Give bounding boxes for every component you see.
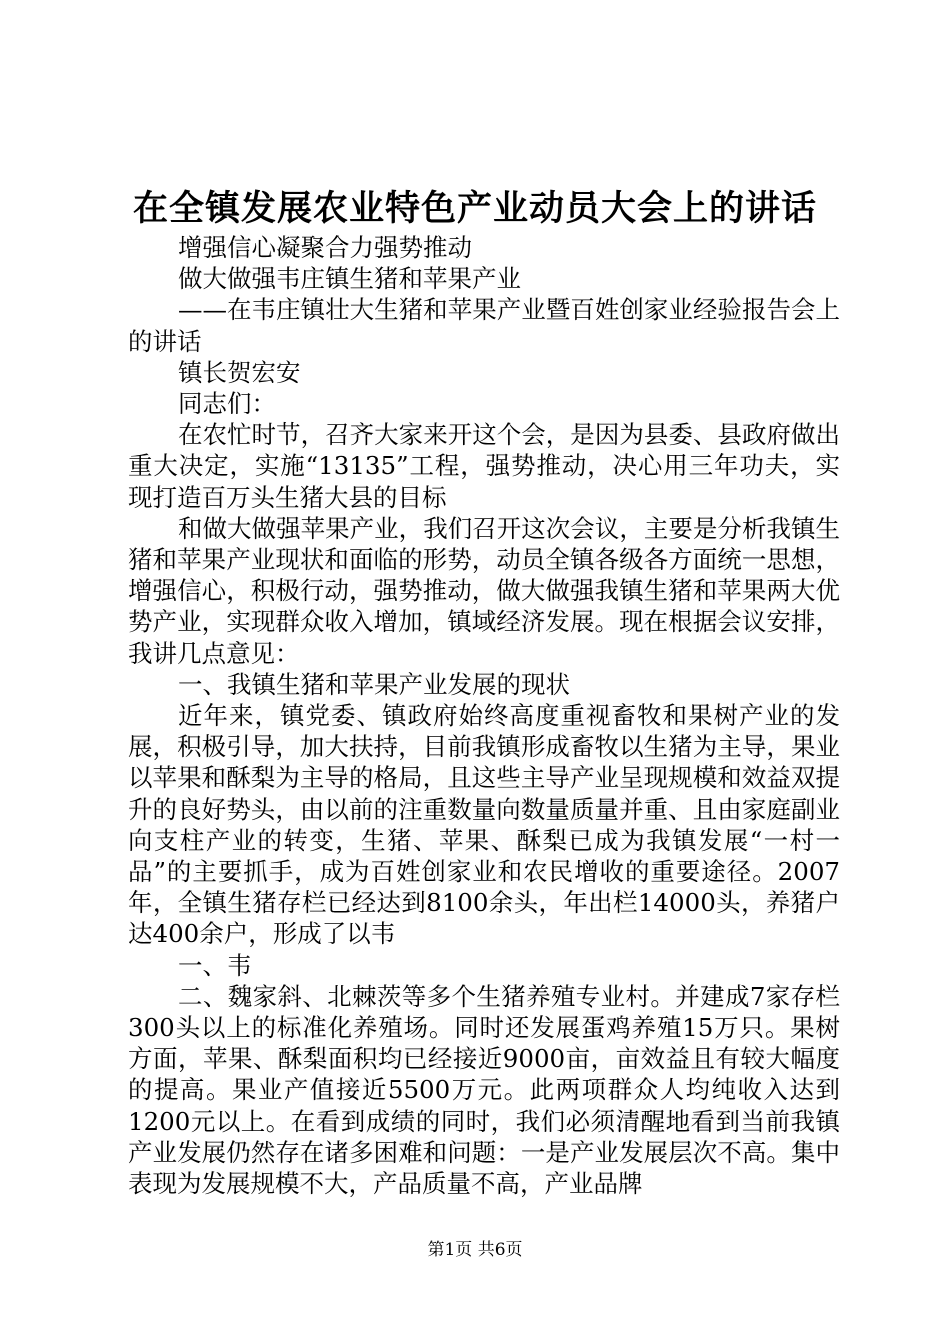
subtitle-line-1: 增强信心凝聚合力强势推动 xyxy=(178,233,472,262)
body-paragraph: 在农忙时节，召齐大家来开这个会，是因为县委、县政府做出重大决定，实施“13135”工程，强势推动，决心用三年功夫，实现打造百万头生猪大县的目标 xyxy=(128,420,840,512)
subtitle-line-2: 做大做强韦庄镇生猪和苹果产业 xyxy=(178,264,521,294)
section-heading: 一、我镇生猪和苹果产业发展的现状 xyxy=(178,669,570,699)
salutation: 同志们： xyxy=(178,389,276,419)
body-paragraph: 近年来，镇党委、镇政府始终高度重视畜牧和果树产业的发展，积极引导，加大扶持，目前我镇形成畜牧以生猪为主导，果业以苹果和酥梨为主导的格局，且这些主导产业呈现规模和效益双提升的良好势头，由以前的注重数量向数量质量并重、且由家庭副业向支柱产业的转变，生猪、苹果、酥梨已成为我镇发展“一村一品”的主要抓手，成为百姓创家业和农民增收的重要途径。2007年，全镇生猪存栏已经达到8100余头，年出栏14000头，养猪户达400余户，形成了以韦 xyxy=(128,701,840,949)
document-title: 在全镇发展农业特色产业动员大会上的讲话 xyxy=(132,188,817,229)
speaker-line: 镇长贺宏安 xyxy=(178,357,301,387)
body-paragraph: 和做大做强苹果产业，我们召开这次会议，主要是分析我镇生猪和苹果产业现状和面临的形势，动员全镇各级各方面统一思想，增强信心，积极行动，强势推动，做大做强我镇生猪和苹果两大优势产业，实现群众收入增加，镇域经济发展。现在根据会议安排，我讲几点意见： xyxy=(128,513,840,668)
subtitle-line-3: ——在韦庄镇壮大生猪和苹果产业暨百姓创家业经验报告会上的讲话 xyxy=(128,295,840,356)
page-footer: 第1页 共6页 xyxy=(427,1240,523,1260)
body-paragraph: 一、韦 xyxy=(178,950,252,980)
document-body xyxy=(128,232,840,1199)
body-paragraph: 二、魏家斜、北棘茨等多个生猪养殖专业村。并建成7家存栏300头以上的标准化养殖场。同时还发展蛋鸡养殖15万只。果树方面，苹果、酥梨面积均已经接近9000亩，亩效益且有较大幅度的提高。果业产值接近5500万元。此两项群众人均纯收入达到1200元以上。在看到成绩的同时，我们必须清醒地看到当前我镇产业发展仍然存在诸多困难和问题：一是产业发展层次不高。集中表现为发展规模不大，产品质量不高，产业品牌 xyxy=(128,981,840,1199)
